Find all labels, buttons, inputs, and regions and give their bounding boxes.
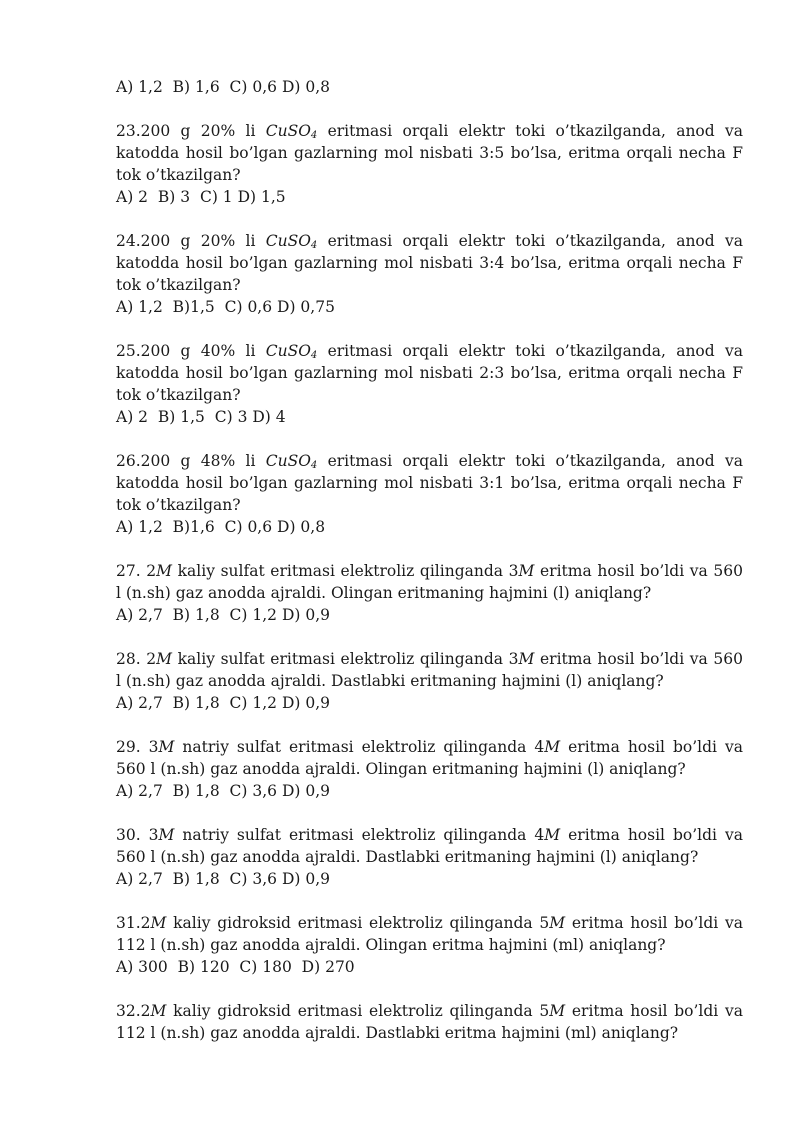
answer-options: A) 2,7 B) 1,8 C) 1,2 D) 0,9 (116, 694, 331, 712)
question-number: 29. (116, 738, 149, 756)
question-number: 30. (116, 826, 149, 844)
problem-29 (116, 736, 743, 802)
question-text: 29. 3M natriy sulfat eritmasi elektroliz qilinganda 4M eritma hosil bo’ldi va 560 l (n.sh) gaz anodda ajraldi. Olingan eritmaning hajmini (l) aniqlang? (116, 738, 743, 778)
question-text: 32.2M kaliy gidroksid eritmasi elektroliz qilinganda 5M eritma hosil bo’ldi va 112 l (n.sh) gaz anodda ajraldi. Dastlabki eritma hajmini (ml) aniqlang? (116, 1002, 743, 1042)
question-text: 26.200 g 48% li CuSO$_4$ eritmasi orqali elektr toki o’tkazilganda, anod va katodda hosil bo’lgan gazlarning mol nisbati 3:1 bo’lsa, eritma orqali necha F tok o’tkazilgan? (116, 452, 743, 514)
problem-30 (116, 824, 743, 890)
problem-24 (116, 230, 743, 318)
answer-options: A) 2,7 B) 1,8 C) 1,2 D) 0,9 (116, 606, 331, 624)
question-text: 28. 2M kaliy sulfat eritmasi elektroliz qilinganda 3M eritma hosil bo’ldi va 560 l (n.sh) gaz anodda ajraldi. Dastlabki eritmaning hajmini (l) aniqlang? (116, 650, 743, 690)
answer-options: A) 1,2 B)1,6 C) 0,6 D) 0,8 (116, 518, 326, 536)
answer-options: A) 1,2 B)1,5 C) 0,6 D) 0,75 (116, 298, 335, 316)
chemical-formula: CuSO$_4$ (265, 122, 318, 141)
question-text: 24.200 g 20% li CuSO$_4$ eritmasi orqali elektr toki o’tkazilganda, anod va katodda hosil bo’lgan gazlarning mol nisbati 3:4 bo’lsa, eritma orqali necha F tok o’tkazilgan? (116, 232, 743, 294)
question-number: 23. (116, 122, 141, 140)
chemical-formula: CuSO$_4$ (265, 342, 318, 361)
question-text: 25.200 g 40% li CuSO$_4$ eritmasi orqali elektr toki o’tkazilganda, anod va katodda hosil bo’lgan gazlarning mol nisbati 2:3 bo’lsa, eritma orqali necha F tok o’tkazilgan? (116, 342, 743, 404)
problem-26 (116, 450, 743, 538)
question-text: 31.2M kaliy gidroksid eritmasi elektroliz qilinganda 5M eritma hosil bo’ldi va 112 l (n.sh) gaz anodda ajraldi. Olingan eritma hajmini (ml) aniqlang? (116, 914, 743, 954)
problem-32 (116, 1000, 743, 1044)
question-text: 23.200 g 20% li CuSO$_4$ eritmasi orqali elektr toki o’tkazilganda, anod va katodda hosil bo’lgan gazlarning mol nisbati 3:5 bo’lsa, eritma orqali necha F tok o’tkazilgan? (116, 122, 743, 184)
question-number: 27. (116, 562, 147, 580)
answer-options: A) 2,7 B) 1,8 C) 3,6 D) 0,9 (116, 782, 331, 800)
answer-options: A) 2,7 B) 1,8 C) 3,6 D) 0,9 (116, 870, 331, 888)
problem-25 (116, 340, 743, 428)
answer-options: A) 2 B) 3 C) 1 D) 1,5 (116, 188, 286, 206)
question-number: 24. (116, 232, 141, 250)
answer-options: A) 300 B) 120 C) 180 D) 270 (116, 958, 355, 976)
chemical-formula: CuSO$_4$ (265, 232, 318, 251)
question-number: 25. (116, 342, 141, 360)
answer-options: A) 2 B) 1,5 C) 3 D) 4 (116, 408, 286, 426)
problem-27 (116, 560, 743, 626)
problem-23 (116, 120, 743, 208)
document-page (116, 76, 743, 1044)
problem-28 (116, 648, 743, 714)
question-text: 30. 3M natriy sulfat eritmasi elektroliz qilinganda 4M eritma hosil bo’ldi va 560 l (n.sh) gaz anodda ajraldi. Dastlabki eritmaning hajmini (l) aniqlang? (116, 826, 743, 866)
question-number: 31. (116, 914, 141, 932)
question-number: 32. (116, 1002, 141, 1020)
answer-options-22: A) 1,2 B) 1,6 C) 0,6 D) 0,8 (116, 78, 331, 96)
chemical-formula: CuSO$_4$ (265, 452, 318, 471)
question-number: 28. (116, 650, 147, 668)
question-text: 27. 2M kaliy sulfat eritmasi elektroliz qilinganda 3M eritma hosil bo’ldi va 560 l (n.sh) gaz anodda ajraldi. Olingan eritmaning hajmini (l) aniqlang? (116, 562, 743, 602)
question-number: 26. (116, 452, 141, 470)
problem-31 (116, 912, 743, 978)
